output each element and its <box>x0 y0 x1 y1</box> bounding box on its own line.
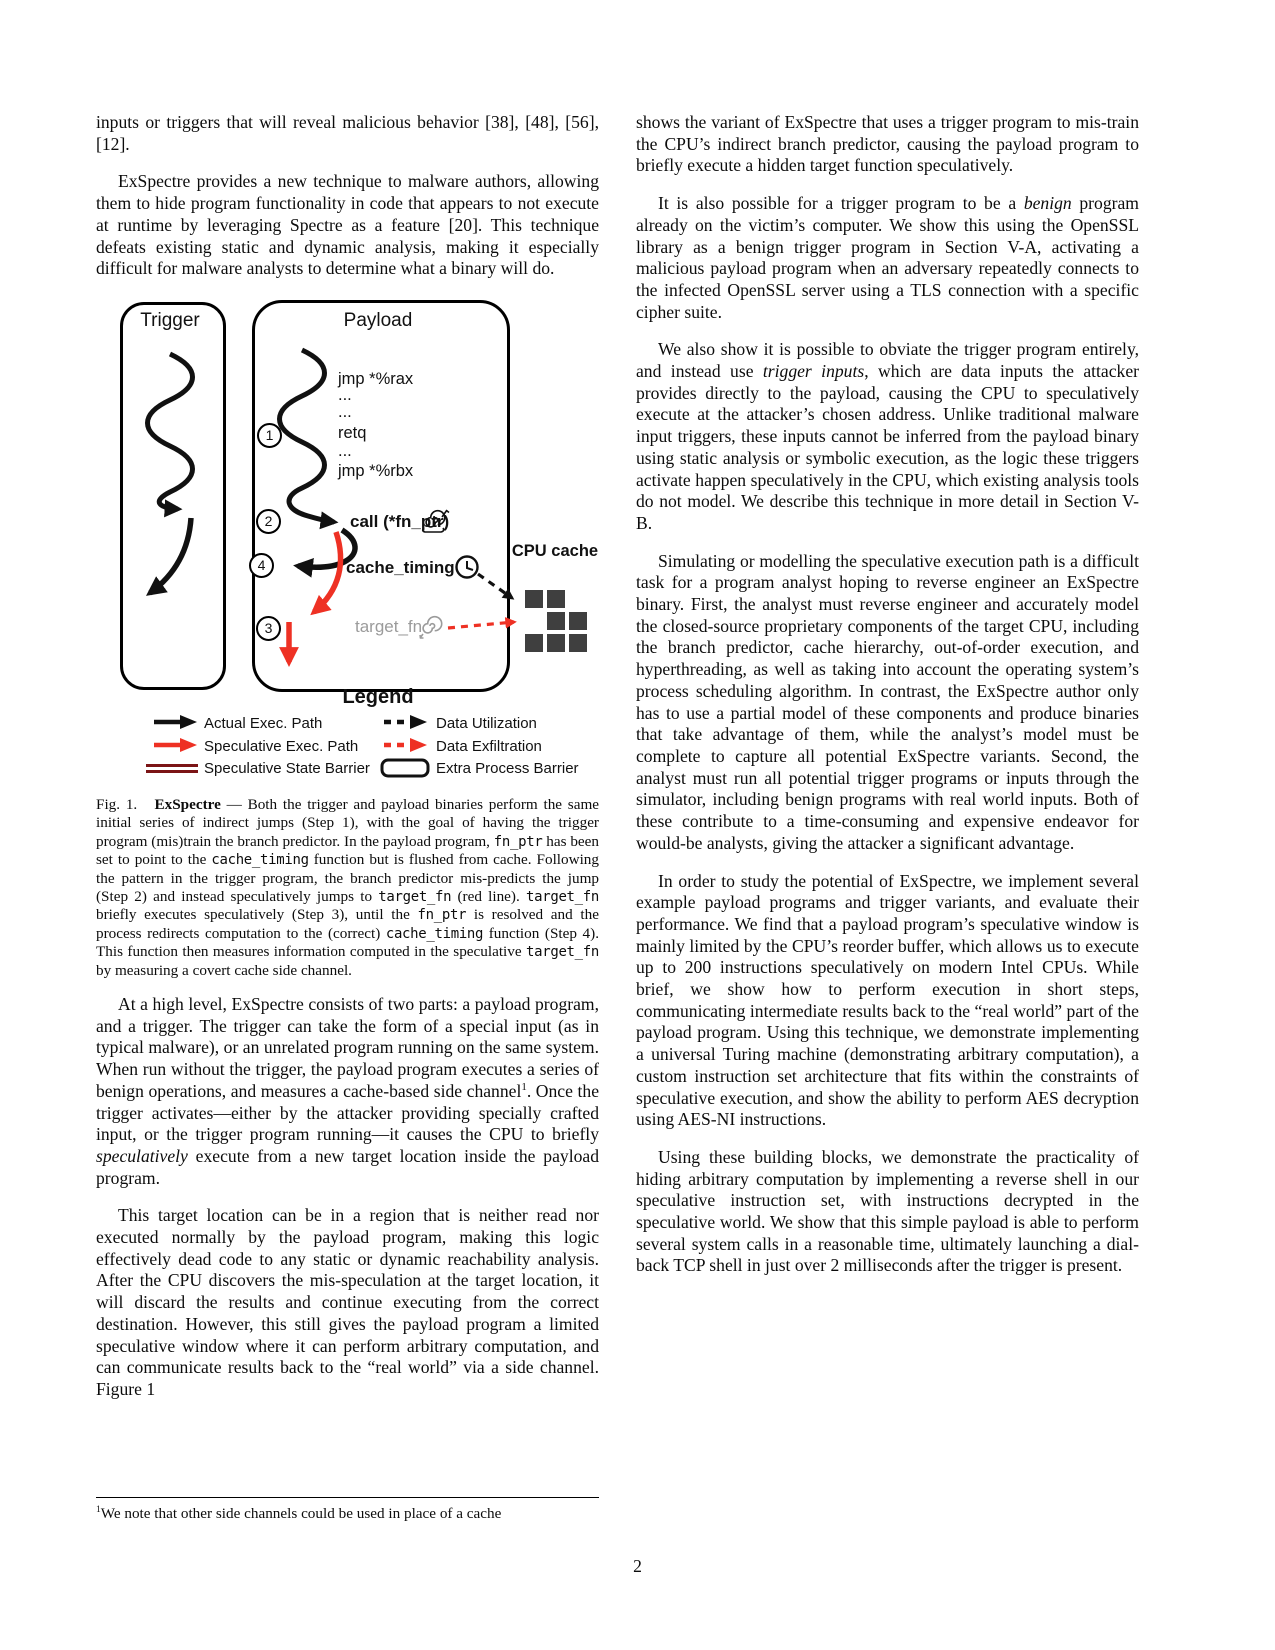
extra-process-barrier-icon <box>380 758 430 778</box>
cache-timing-label: cache_timing <box>346 557 455 577</box>
legend-label: Data Utilization <box>436 714 537 732</box>
legend-title: Legend <box>342 685 414 708</box>
paragraph: This target location can be in a region that is neither read nor executed normally by the payload program, making this logic effectively dead code to any static or dynamic reachability analysis. After the CPU discovers the mis-speculation at the target location, it will discard the results and continue executing from the correct destination. However, this still gives the payload program a limited speculative window where it can perform arbitrary computation, and can communicate results back to the “real world” via a side channel. Figure 1 <box>96 1205 599 1399</box>
paragraph: Using these building blocks, we demonstrate the practicality of hiding arbitrary computation by implementing a reverse shell in our speculative instruction set, with instructions decrypted in the speculative world. We show that this simple payload is able to perform several system calls in a reasonable time, ultimately launching a dial-back TCP shell in just over 2 milliseconds after the trigger is present. <box>636 1146 1139 1276</box>
legend-label: Speculative State Barrier <box>204 759 370 777</box>
trigger-process-box <box>120 302 226 690</box>
paragraph: We also show it is possible to obviate the trigger program entirely, and instead use trigger inputs, which are data inputs the attacker provides directly to the payload, causing the CPU to speculatively execute at the attacker’s chosen address. Unlike traditional malware input triggers, these inputs cannot be inferred from the payload binary using static analysis or symbolic execution, as the logic these triggers activate happen speculatively in the CPU, which existing analysis tools do not model. We describe this technique in more detail in Section V-B. <box>636 339 1139 533</box>
footnote: $^1$We note that other side channels could be used in place of a cache <box>96 1497 599 1523</box>
legend-label: Extra Process Barrier <box>436 759 579 777</box>
payload-box-title: Payload <box>343 309 413 331</box>
instruction-label: ... <box>338 402 352 421</box>
paragraph: Simulating or modelling the speculative execution path is a difficult task for a program analyst hoping to reverse engineer an ExSpectre binary. First, the analyst must reverse engineer and accurately model the closed-source proprietary components of the target CPU, including the branch predictor, cache hierarchy, out-of-order execution, and hyperthreading, as well as taking into account the operating system’s process scheduling algorithm. In contrast, the ExSpectre author only has to use a partial model of these components and produce binaries that take advantage of them, while the analyst’s model must be complete to capture all potential ExSpectre variants. Second, the analyst must run all potential trigger programs or inputs through the simulator, including benign programs with real world inputs. Both of these contribute to a time-consuming and expensive endeavor for would-be analysts, giving the attacker a significant advantage. <box>636 550 1139 853</box>
page-number: 2 <box>633 1556 642 1576</box>
speculative-state-barrier-icon <box>146 761 198 775</box>
figure-caption: Fig. 1. ExSpectre — Both the trigger and payload binaries perform the same initial series of indirect jumps (Step 1), with the goal of having the trigger program (mis)train the branch predictor. In the payload program, fn_ptr has been set to point to the cache_timing function but is flushed from cache. Following the pattern in the trigger program, the branch predictor mis-predicts the jump (Step 2) and instead speculatively jumps to target_fn (red line). target_fn briefly executes speculatively (Step 3), until the fn_ptr is resolved and the process redirects computation to the (correct) cache_timing function (Step 4). This function then measures information computed in the speculative target_fn by measuring a covert cache side channel. <box>96 795 599 979</box>
target-fn-label: target_fn <box>355 616 423 636</box>
left-column <box>96 112 599 1417</box>
cpu-cache-grid <box>525 590 587 652</box>
instruction-label: ... <box>338 441 352 460</box>
data-utilization-icon <box>382 715 428 729</box>
legend-label: Actual Exec. Path <box>204 714 323 732</box>
step-circle-3: 3 <box>256 616 281 641</box>
cpu-cache-label: CPU cache <box>511 541 599 560</box>
instruction-label: ... <box>338 385 352 404</box>
paragraph: It is also possible for a trigger program to be a benign program already on the victim’s computer. We show this using the OpenSSL library as a benign trigger program in Section V-A, activating a malicious payload program when an adversary repeatedly connects to the infected OpenSSL server using a TLS connection with a specific cipher suite. <box>636 193 1139 322</box>
paragraph: ExSpectre provides a new technique to malware authors, allowing them to hide program functionality in code that appears to not execute at runtime by leveraging Spectre as a feature [20]. This technique defeats existing static and dynamic analysis, making it especially difficult for malware analysts to determine what a binary will do. <box>96 171 599 279</box>
right-column <box>636 112 1139 1293</box>
data-exfiltration-icon <box>382 738 428 752</box>
step-circle-2: 2 <box>256 509 281 534</box>
instruction-label: retq <box>338 423 367 442</box>
legend-label: Speculative Exec. Path <box>204 737 359 755</box>
step-circle-4: 4 <box>249 553 274 578</box>
step-circle-1: 1 <box>257 423 282 448</box>
instruction-label: jmp *%rbx <box>338 461 414 480</box>
figure-1 <box>96 296 599 788</box>
instruction-label: jmp *%rax <box>338 369 414 388</box>
call-fn-ptr-label: call (*fn_ptr) <box>350 511 450 531</box>
paragraph: In order to study the potential of ExSpectre, we implement several example payload programs and trigger variants, and evaluate their performance. We find that a payload program’s speculative window is mainly limited by the CPU’s reorder buffer, which allows us to execute up to 200 instructions speculatively on modern Intel CPUs. While brief, we show how to perform execution in short steps, communicating intermediate results back to the “real world” part of the payload program. Using this technique, we demonstrate implementing a universal Turing machine (demonstrating arbitrary computation), a custom instruction set architecture that fits within the constraints of speculative execution, and show the ability to perform AES decryption using AES-NI instructions. <box>636 870 1139 1130</box>
paragraph: At a high level, ExSpectre consists of two parts: a payload program, and a trigger. The trigger can take the form of a special input (as in typical malware), or an unrelated program running on the same system. When run without the trigger, the payload program executes a series of benign operations, and measures a cache-based side channel$^1$. Once the trigger activates—either by the attacker providing specially crafted input, or the trigger program running—it causes the CPU to briefly speculatively execute from a new target location inside the payload program. <box>96 993 600 1188</box>
speculative-exec-path-icon <box>152 738 198 752</box>
trigger-box-title: Trigger <box>140 309 200 331</box>
actual-exec-path-icon <box>152 715 198 729</box>
paragraph: inputs or triggers that will reveal malicious behavior [38], [48], [56], [12]. <box>96 112 599 154</box>
legend-label: Data Exfiltration <box>436 737 542 755</box>
paragraph: shows the variant of ExSpectre that uses a trigger program to mis-train the CPU’s indirect branch predictor, causing the payload program to briefly execute a hidden target function speculatively. <box>636 112 1139 176</box>
